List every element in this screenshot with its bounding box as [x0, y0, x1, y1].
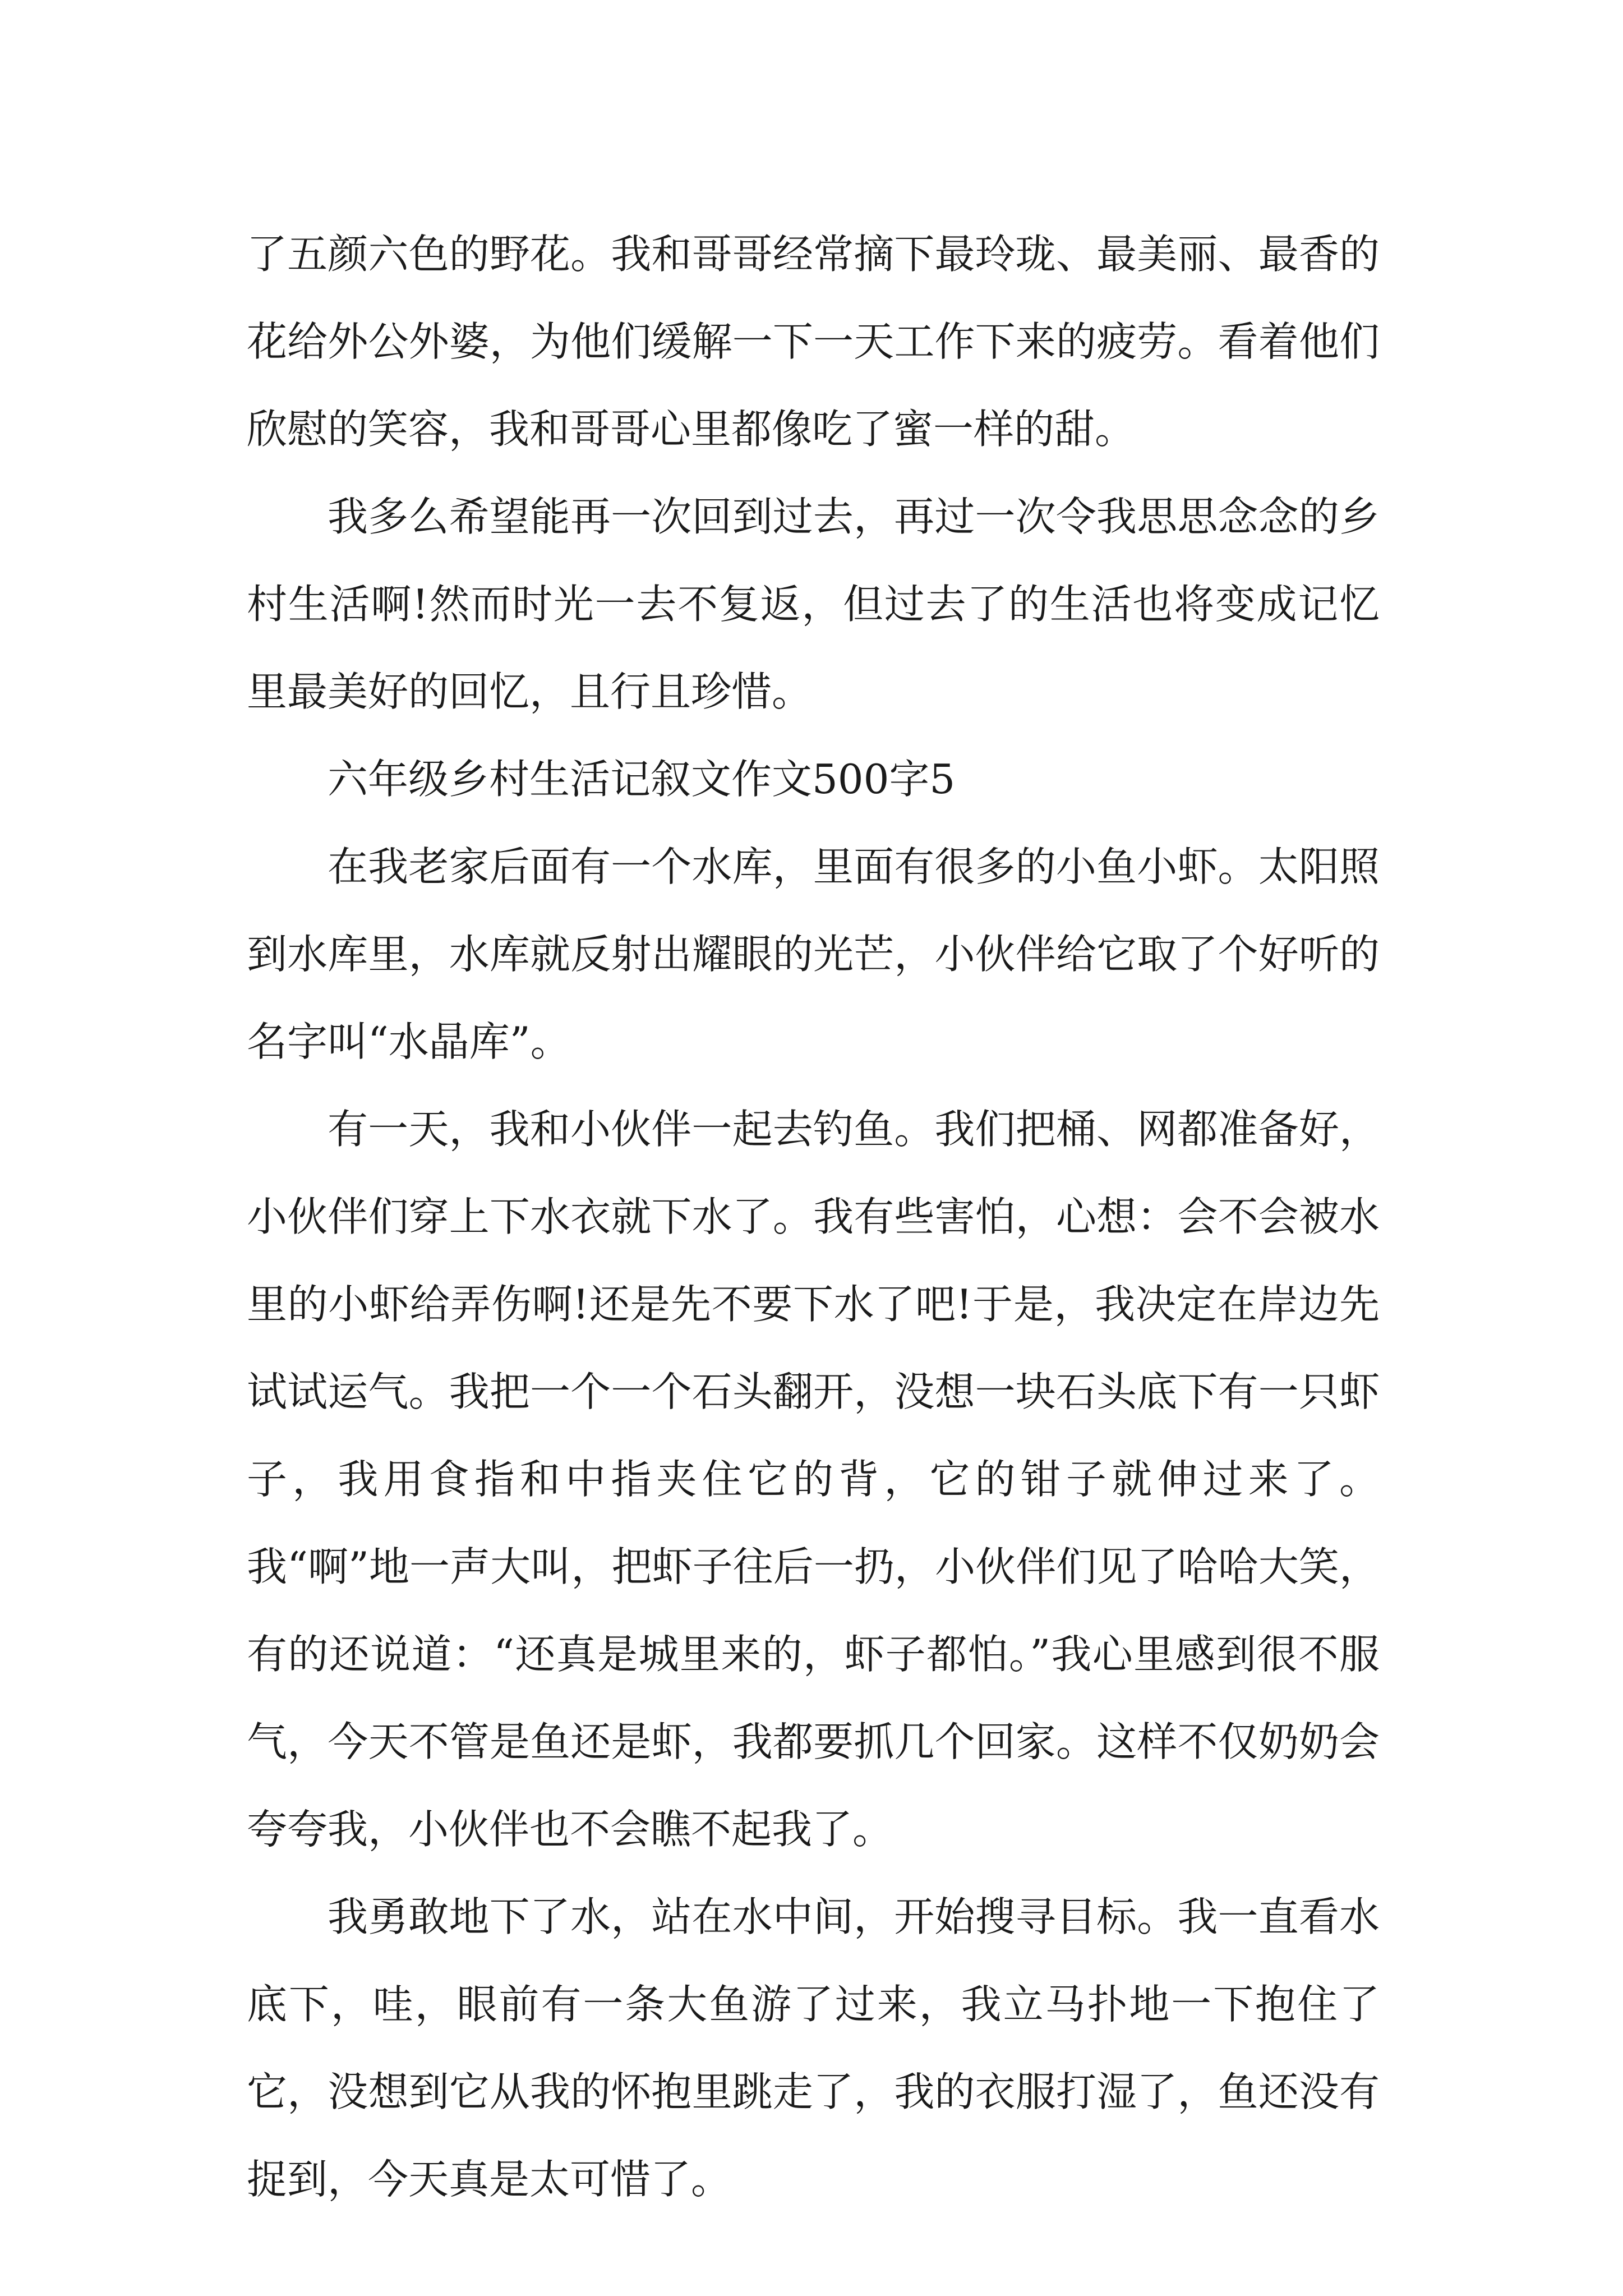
paragraph: 我多么希望能再一次回到过去，再过一次令我思思念念的乡村生活啊!然而时光一去不复返，但过去了的生活也将变成记忆里最美好的回忆，且行且珍惜。 — [247, 493, 1380, 715]
paragraph: 我勇敢地下了水，站在水中间，开始搜寻目标。我一直看水底下，哇，眼前有一条大鱼游了过来，我立马扑地一下抱住了它，没想到它从我的怀抱里跳走了，我的衣服打湿了，鱼还没有捉到，今天真是太可惜了。 — [247, 1893, 1380, 2203]
paragraph: 在我老家后面有一个水库，里面有很多的小鱼小虾。太阳照到水库里，水库就反射出耀眼的光芒，小伙伴给它取了个好听的名字叫“水晶库”。 — [247, 843, 1380, 1065]
paragraph: 有一天，我和小伙伴一起去钓鱼。我们把桶、网都准备好，小伙伴们穿上下水衣就下水了。我有些害怕，心想：会不会被水里的小虾给弄伤啊!还是先不要下水了吧!于是，我决定在岸边先试试运气。我把一个一个石头翻开，没想一块石头底下有一只虾子，我用食指和中指夹住它的背，它的钳子就伸过来了。我“啊”地一声大叫，把虾子往后一扔，小伙伴们见了哈哈大笑，有的还说道：“还真是城里来的，虾子都怕。”我心里感到很不服气，今天不管是鱼还是虾，我都要抓几个回家。这样不仅奶奶会夸夸我，小伙伴也不会瞧不起我了。 — [247, 1106, 1380, 1853]
document-body — [247, 210, 1380, 2223]
paragraph-continued: 了五颜六色的野花。我和哥哥经常摘下最玲珑、最美丽、最香的花给外公外婆，为他们缓解一下一天工作下来的疲劳。看着他们欣慰的笑容，我和哥哥心里都像吃了蜜一样的甜。 — [247, 231, 1380, 453]
section-heading: 六年级乡村生活记叙文作文500字5 — [328, 756, 956, 803]
